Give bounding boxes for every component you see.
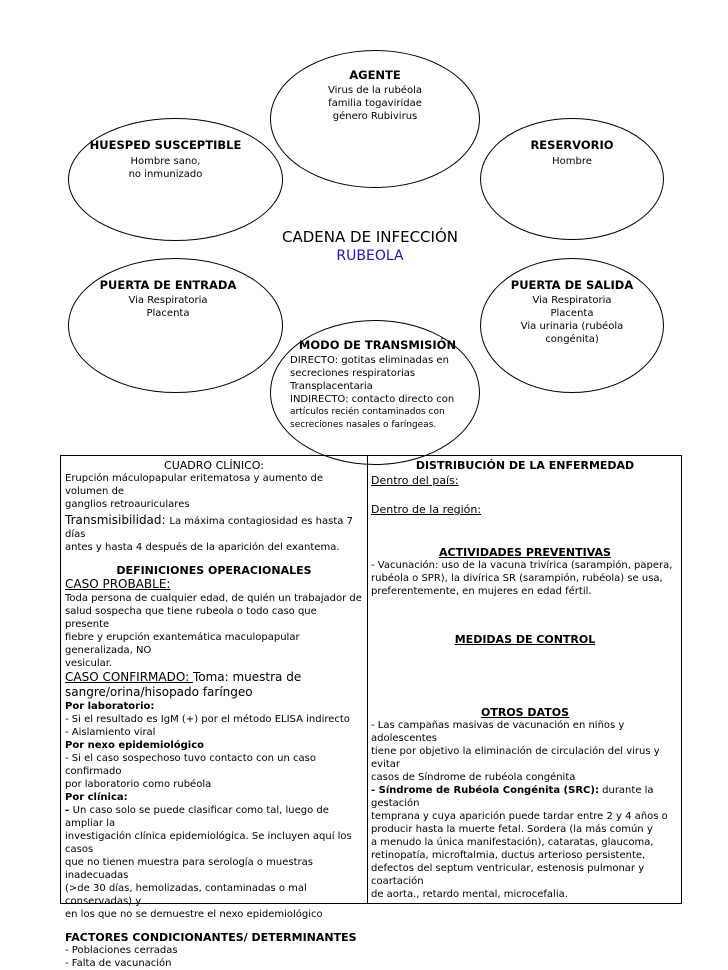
- huesped-title: HUESPED SUSCEPTIBLE: [89, 138, 242, 152]
- src-line: defectos del septum ventricular, estenosis pulmonar y coartación: [371, 863, 645, 887]
- act-line: rubéola o SPR), la divírica SR (sarampión, rubéola) se usa,: [371, 573, 663, 584]
- nexo-line: por laboratorio como rubéola: [65, 779, 212, 790]
- salida-line: Via urinaria (rubéola: [520, 321, 624, 332]
- probable-line: vesicular.: [65, 658, 113, 669]
- src-line: producir hasta la muerte fetal. Sordera (la más común y: [371, 824, 653, 835]
- act-line: preferentemente, en mujeres en edad fértil.: [371, 586, 592, 597]
- src-text: durante la gestación: [371, 785, 654, 809]
- huesped-line: no inmunizado: [128, 169, 203, 180]
- center-heading: [270, 228, 470, 264]
- factores-line: - Poblaciones cerradas: [65, 945, 178, 956]
- cuadro-line: Erupción máculopapular eritematosa y aumento de volumen de: [65, 473, 324, 497]
- probable-line: fiebre y erupción exantemática maculopapular generalizada, NO: [65, 632, 300, 656]
- clinica-line: (>de 30 días, hemolizadas, contaminadas o mal conservadas) y: [65, 883, 307, 907]
- src-line: temprana y cuya aparición puede tardar entre 2 y 4 años o: [371, 811, 668, 822]
- trans-text: antes y hasta 4 después de la aparición del exantema.: [65, 542, 340, 553]
- medidas-title: MEDIDAS DE CONTROL: [454, 633, 596, 646]
- salida-block: [487, 278, 657, 346]
- factores-title: FACTORES CONDICIONANTES/ DETERMINANTES: [65, 931, 357, 944]
- transmision-line: secreciones nasales o faríngeas.: [290, 420, 437, 430]
- confirmado-label: CASO CONFIRMADO:: [65, 670, 193, 684]
- src-line: a menudo la única manifestación), cataratas, glaucoma,: [371, 837, 654, 848]
- transmision-line: DIRECTO: gotitas eliminadas en: [290, 355, 449, 366]
- clinica-line: investigación clínica epidemiológica. Se incluyen aquí los casos: [65, 831, 352, 855]
- reservorio-block: [490, 138, 654, 168]
- clinica-line: en los que no se demuestre el nexo epidemiológico: [65, 909, 323, 920]
- agente-title: AGENTE: [349, 68, 401, 82]
- probable-line: Toda persona de cualquier edad, de quién un trabajador de: [65, 593, 362, 604]
- trans-text: La máxima contagiosidad es hasta 7 días: [65, 516, 353, 540]
- huesped-block: [78, 138, 253, 181]
- huesped-line: Hombre sano,: [130, 156, 201, 167]
- lab-label: Por laboratorio:: [65, 701, 155, 712]
- clinica-line: [65, 804, 363, 830]
- clinica-label: Por clínica:: [65, 792, 128, 803]
- dist-title: DISTRIBUCIÓN DE LA ENFERMEDAD: [415, 459, 635, 472]
- center-subtitle: RUBEOLA: [336, 248, 404, 264]
- probable-label: CASO PROBABLE:: [65, 577, 171, 591]
- cuadro-line: ganglios retroauriculares: [65, 499, 190, 510]
- reservorio-ellipse: [480, 118, 664, 240]
- entrada-line: Via Respiratoria: [128, 295, 208, 306]
- confirmado-text: Toma: muestra de: [192, 670, 302, 684]
- trans-label: Transmisibilidad:: [65, 513, 170, 527]
- act-title: ACTIVIDADES PREVENTIVAS: [439, 546, 611, 559]
- transmisibilidad: [65, 513, 363, 541]
- defs-title: DEFINICIONES OPERACIONALES: [116, 564, 312, 577]
- agente-line: Virus de la rubéola: [328, 85, 422, 96]
- agente-line: familia togaviridae: [328, 98, 422, 109]
- otros-line: - Las campañas masivas de vacunación en niños y adolescentes: [371, 720, 625, 744]
- otros-title: OTROS DATOS: [481, 706, 569, 719]
- clinica-line: que no tienen muestra para serología o muestras inadecuadas: [65, 857, 313, 881]
- pais-label: Dentro del país:: [371, 474, 459, 487]
- agente-line: género Rubivirus: [332, 111, 418, 122]
- agente-block: [285, 68, 465, 123]
- entrada-block: [78, 278, 258, 320]
- reservorio-title: RESERVORIO: [530, 138, 614, 152]
- act-line: - Vacunación: uso de la vacuna trivírica (sarampión, papera,: [371, 560, 673, 571]
- probable-line: salud sospecha que tiene rubeola o todo caso que presente: [65, 606, 317, 630]
- clinica-text: Un caso solo se puede clasificar como tal, luego de ampliar la: [65, 805, 329, 829]
- src-label: - Síndrome de Rubéola Congénita (SRC):: [371, 785, 599, 796]
- entrada-line: Placenta: [146, 308, 190, 319]
- src-line: de aorta., retardo mental, microcefalia.: [371, 889, 568, 900]
- otros-line: tiene por objetivo la eliminación de circulación del virus y evitar: [371, 746, 660, 770]
- src-line: retinopatía, microftalmia, ductus arterioso persistente,: [371, 850, 646, 861]
- table-divider: [367, 455, 368, 904]
- nexo-line: - Si el caso sospechoso tuvo contacto con un caso confirmado: [65, 753, 316, 777]
- salida-line: congénita): [545, 334, 599, 345]
- transmision-line: Transplacentaria: [290, 381, 373, 392]
- confirmado: [65, 670, 363, 685]
- cuadro-title: CUADRO CLÍNICO:: [164, 459, 264, 472]
- salida-line: Via Respiratoria: [532, 295, 612, 306]
- transmision-title: MODO DE TRANSMISIÓN: [298, 338, 457, 352]
- factores-line: - Falta de vacunación: [65, 958, 172, 969]
- src-line: [371, 784, 679, 810]
- lab-line: - Si el resultado es IgM (+) por el método ELISA indirecto: [65, 714, 350, 725]
- entrada-title: PUERTA DE ENTRADA: [99, 278, 237, 292]
- region-label: Dentro de la región:: [371, 503, 482, 516]
- transmision-line: artículos recién contaminados con: [290, 407, 445, 417]
- salida-title: PUERTA DE SALIDA: [510, 278, 634, 292]
- transmision-line: INDIRECTO: contacto directo con: [290, 394, 455, 405]
- right-column: [371, 459, 679, 901]
- otros-line: casos de Síndrome de rubéola congénita: [371, 772, 576, 783]
- left-column: [65, 459, 363, 970]
- clinica-dash: -: [65, 805, 73, 816]
- salida-line: Placenta: [550, 308, 594, 319]
- lab-line: - Aislamiento viral: [65, 727, 156, 738]
- transmision-block: [290, 338, 465, 430]
- nexo-label: Por nexo epidemiológico: [65, 740, 205, 751]
- reservorio-line: Hombre: [552, 156, 592, 167]
- transmision-line: secreciones respiratorias: [290, 368, 416, 379]
- confirmado-text: sangre/orina/hisopado faríngeo: [65, 685, 253, 699]
- center-title: CADENA DE INFECCIÓN: [282, 228, 458, 246]
